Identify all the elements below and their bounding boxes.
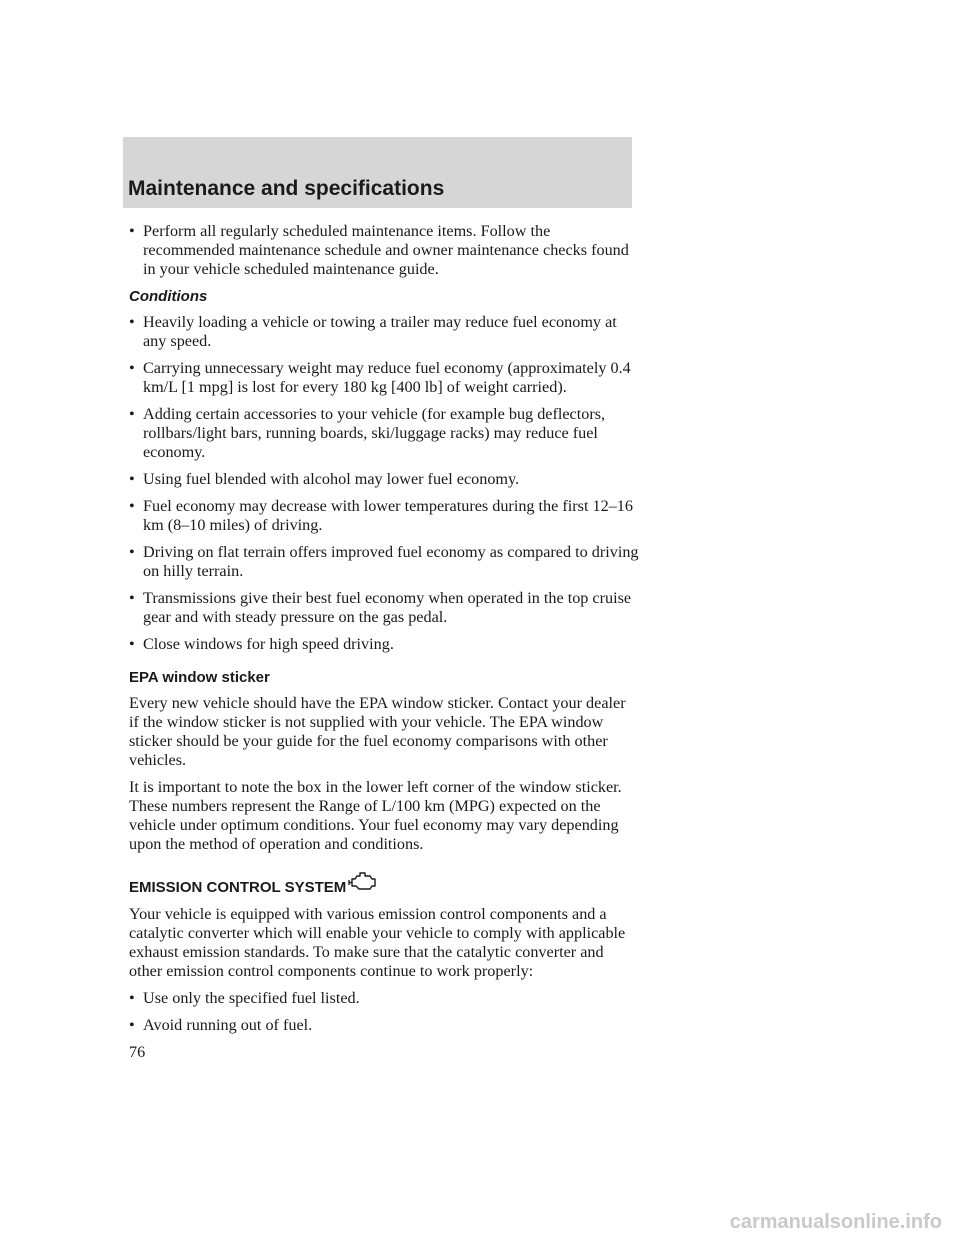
bullet: • <box>129 497 135 515</box>
list-item: • Driving on flat terrain offers improved fuel economy as compared to driving on hilly terrain. <box>129 543 639 580</box>
list-item: • Avoid running out of fuel. <box>129 1016 313 1034</box>
section-header-band <box>123 137 632 208</box>
list-item: • Transmissions give their best fuel economy when operated in the top cruise gear and with steady pressure on the gas pedal. <box>129 589 632 626</box>
list-item: • Fuel economy may decrease with lower temperatures during the first 12–16 km (8–10 miles) of driving. <box>129 497 633 534</box>
epa-paragraph: Every new vehicle should have the EPA window sticker. Contact your dealer if the window sticker is not supplied with your vehicle. The EPA window sticker should be your guide for the fuel economy comparisons with other vehicles. <box>129 694 626 769</box>
bullet: • <box>129 989 135 1007</box>
list-item: • Perform all regularly scheduled maintenance items. Follow the recommended maintenance schedule and owner maintenance checks found in your vehicle scheduled maintenance guide. <box>129 222 629 278</box>
list-item: • Using fuel blended with alcohol may lower fuel economy. <box>129 470 520 488</box>
epa-paragraph: It is important to note the box in the lower left corner of the window sticker. These numbers represent the Range of L/100 km (MPG) expected on the vehicle under optimum conditions. Your fuel economy may vary depending upon the method of operation and conditions. <box>129 778 622 853</box>
emission-heading <box>129 870 639 897</box>
engine-icon <box>348 870 378 897</box>
epa-heading: EPA window sticker <box>129 669 270 686</box>
conditions-list <box>129 313 639 654</box>
emission-paragraph: Your vehicle is equipped with various emission control components and a catalytic converter which will enable your vehicle to comply with applicable exhaust emission standards. To make sure that the catalytic converter and other emission control components continue to work properly: <box>129 905 626 980</box>
bullet: • <box>129 543 135 561</box>
watermark: carmanualsonline.info <box>729 1211 942 1233</box>
bullet: • <box>129 635 135 653</box>
emission-heading-text: EMISSION CONTROL SYSTEM <box>129 879 347 896</box>
list-item: • Use only the specified fuel listed. <box>129 989 360 1007</box>
list-item: • Adding certain accessories to your vehicle (for example bug deflectors, rollbars/light bars, running boards, ski/luggage racks) may reduce fuel economy. <box>129 405 606 461</box>
list-item: • Close windows for high speed driving. <box>129 635 394 653</box>
bullet: • <box>129 359 135 377</box>
bullet: • <box>129 470 135 488</box>
emission-list <box>129 989 639 1035</box>
page-number: 76 <box>129 1043 146 1061</box>
bullet: • <box>129 405 135 423</box>
list-item: • Carrying unnecessary weight may reduce fuel economy (approximately 0.4 km/L [1 mpg] is lost for every 180 kg [400 lb] of weight carried). <box>129 359 631 396</box>
bullet: • <box>129 222 135 240</box>
conditions-heading: Conditions <box>129 288 208 305</box>
section-title: Maintenance and specifications <box>128 177 445 200</box>
list-item: • Heavily loading a vehicle or towing a trailer may reduce fuel economy at any speed. <box>129 313 617 350</box>
bullet: • <box>129 589 135 607</box>
bullet: • <box>129 1016 135 1034</box>
page-content <box>129 222 639 1062</box>
maintenance-list <box>129 222 639 279</box>
bullet: • <box>129 313 135 331</box>
